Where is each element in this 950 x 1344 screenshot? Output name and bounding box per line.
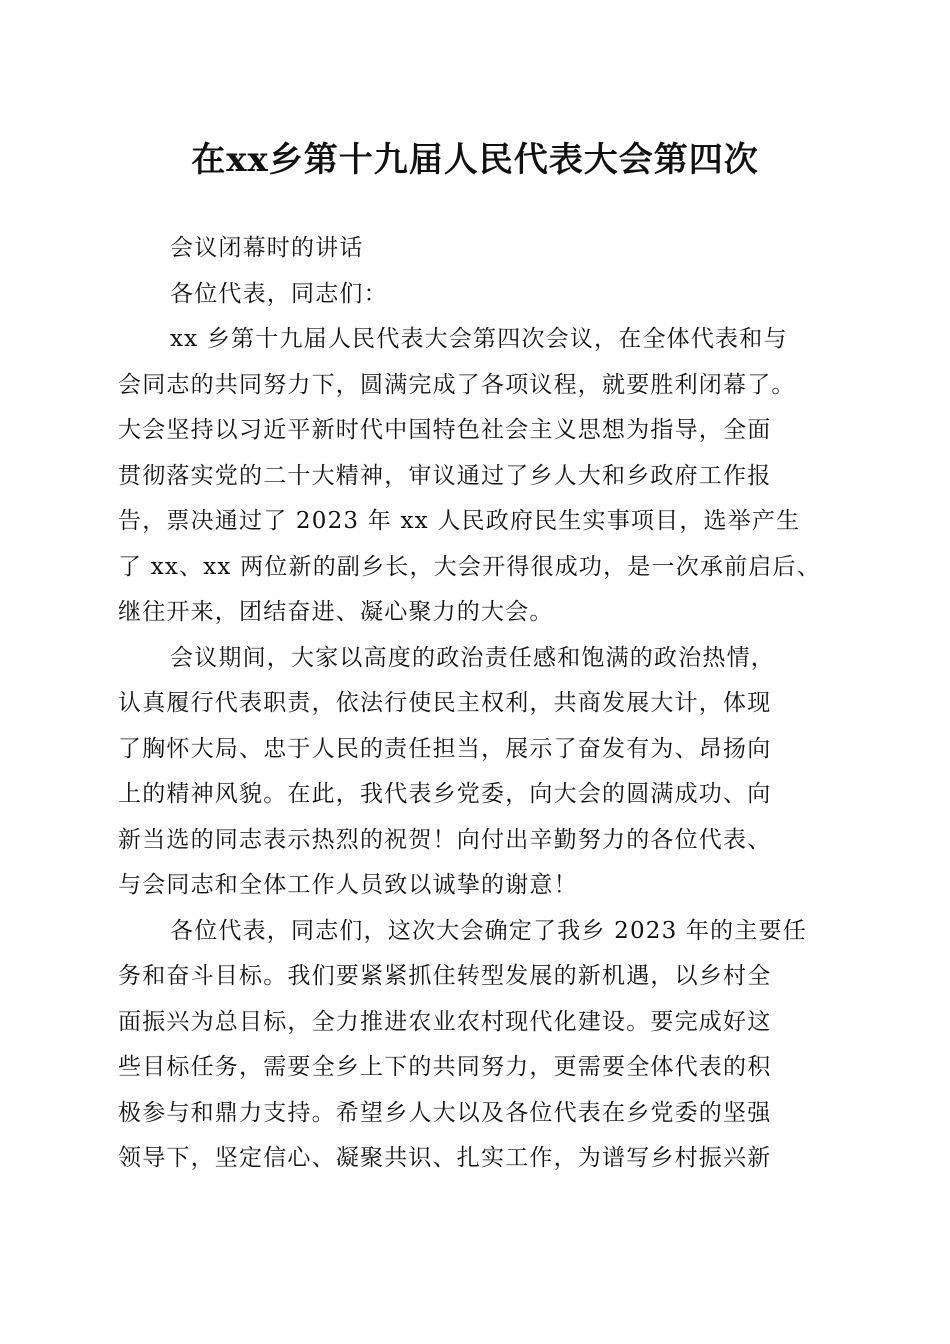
paragraph-3-line-2: 务和奋斗目标。我们要紧紧抓住转型发展的新机遇，以乡村全 [118,963,772,989]
document-body [118,226,838,1182]
paragraph-3-line-1: 各位代表，同志们，这次大会确定了我乡 2023 年的主要任 [170,917,807,944]
paragraph-1-line-6: 了 xx、xx 两位新的副乡长，大会开得很成功，是一次承前启后、 [118,553,821,580]
paragraph-1-line-5: 告，票决通过了 2023 年 xx 人民政府民生实事项目，选举产生 [118,508,801,534]
paragraph-2-line-6: 与会同志和全体工作人员致以诚挚的谢意！ [118,872,578,898]
subtitle-line: 会议闭幕时的讲话 [170,235,364,261]
paragraph-3-line-4: 些目标任务，需要全乡上下的共同努力，更需要全体代表的积 [118,1054,772,1080]
paragraph-3-line-6: 领导下，坚定信心、凝聚共识、扎实工作，为谱写乡村振兴新 [118,1145,772,1171]
document-title: 在xx乡第十九届人民代表大会第四次 [191,140,759,180]
paragraph-2-line-5: 新当选的同志表示热烈的祝贺！向付出辛勤努力的各位代表、 [118,826,772,853]
paragraph-1-line-3: 大会坚持以习近平新时代中国特色社会主义思想为指导，全面 [118,417,772,443]
paragraph-1-line-1: xx 乡第十九届人民代表大会第四次会议，在全体代表和与 [170,326,788,352]
paragraph-3-line-5: 极参与和鼎力支持。希望乡人大以及各位代表在乡党委的坚强 [118,1099,772,1126]
paragraph-3-line-3: 面振兴为总目标，全力推进农业农村现代化建设。要完成好这 [118,1008,772,1035]
salutation-line: 各位代表，同志们： [170,280,388,307]
paragraph-1-line-7: 继往开来，团结奋进、凝心聚力的大会。 [118,599,554,625]
paragraph-1-line-2: 会同志的共同努力下，圆满完成了各项议程，就要胜利闭幕了。 [118,371,796,398]
paragraph-2-line-4: 上的精神风貌。在此，我代表乡党委，向大会的圆满成功、向 [118,781,772,807]
paragraph-2-line-2: 认真履行代表职责，依法行使民主权利，共商发展大计，体现 [118,690,772,716]
paragraph-2-line-3: 了胸怀大局、忠于人民的责任担当，展示了奋发有为、昂扬向 [118,735,772,762]
paragraph-2-line-1: 会议期间，大家以高度的政治责任感和饱满的政治热情， [170,644,775,671]
paragraph-1-line-4: 贯彻落实党的二十大精神，审议通过了乡人大和乡政府工作报 [118,462,772,489]
